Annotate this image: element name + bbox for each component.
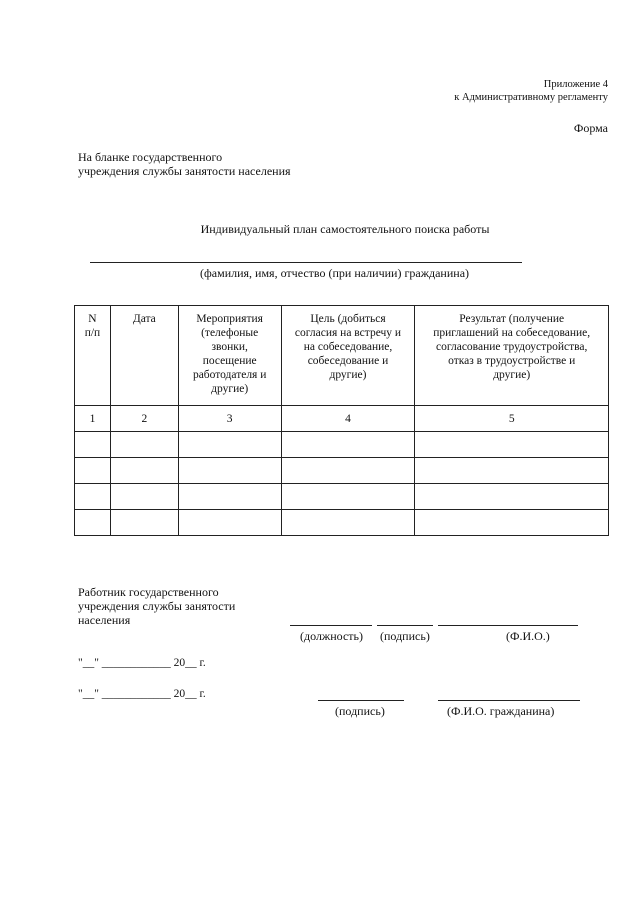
column-number-row <box>75 406 609 432</box>
table-cell[interactable] <box>110 484 178 510</box>
signature-line <box>377 625 433 626</box>
table-cell[interactable] <box>415 484 609 510</box>
citizen-name-caption: (фамилия, имя, отчество (при наличии) гражданина) <box>200 266 470 280</box>
letterhead-note <box>78 150 291 178</box>
header-goal: Цель (добиться согласия на встречу и на собеседование, собеседование и другие) <box>281 306 415 406</box>
worker-line-1: Работник государственного <box>78 585 219 599</box>
table-cell[interactable] <box>75 510 111 536</box>
position-line <box>290 625 372 626</box>
table-cell[interactable] <box>75 432 111 458</box>
date-field-worker: "__" ____________ 20__ г. <box>78 657 206 669</box>
header-date: Дата <box>110 306 178 406</box>
signature-caption: (подпись) <box>380 629 430 643</box>
table-cell[interactable] <box>110 458 178 484</box>
annex-line-2: к Административному регламенту <box>454 92 608 103</box>
fio-line <box>438 625 578 626</box>
position-caption: (должность) <box>300 629 363 643</box>
worker-line-2: учреждения службы занятости <box>78 599 236 613</box>
citizen-signature-caption: (подпись) <box>335 704 385 718</box>
citizen-fio-line <box>438 700 580 701</box>
table-cell[interactable] <box>110 510 178 536</box>
table-cell[interactable] <box>75 458 111 484</box>
table-cell[interactable] <box>415 432 609 458</box>
citizen-signature-line <box>318 700 404 701</box>
letterhead-line-1: На бланке государственного <box>78 150 223 164</box>
table-cell[interactable] <box>178 484 281 510</box>
header-number: N п/п <box>75 306 111 406</box>
citizen-fio-caption: (Ф.И.О. гражданина) <box>447 704 555 718</box>
table-cell[interactable] <box>178 510 281 536</box>
fio-caption: (Ф.И.О.) <box>506 629 550 643</box>
letterhead-line-2: учреждения службы занятости населения <box>78 164 291 178</box>
table-row <box>75 510 609 536</box>
form-label: Форма <box>573 121 608 135</box>
table-row <box>75 458 609 484</box>
table-cell[interactable] <box>281 432 415 458</box>
table-cell[interactable] <box>178 458 281 484</box>
table-row <box>75 432 609 458</box>
worker-line-3: населения <box>78 613 131 627</box>
column-number: 2 <box>110 406 178 432</box>
citizen-name-line <box>90 262 522 263</box>
table-cell[interactable] <box>281 510 415 536</box>
table-cell[interactable] <box>415 458 609 484</box>
column-number: 4 <box>281 406 415 432</box>
annex-line-1: Приложение 4 <box>543 79 608 90</box>
table-cell[interactable] <box>75 484 111 510</box>
header-activities: Мероприятия (телефоные звонки, посещение работодателя и другие) <box>178 306 281 406</box>
worker-label <box>78 585 235 627</box>
plan-table <box>74 305 609 536</box>
table-cell[interactable] <box>281 458 415 484</box>
table-cell[interactable] <box>281 484 415 510</box>
column-number: 3 <box>178 406 281 432</box>
table-cell[interactable] <box>110 432 178 458</box>
table-header-row <box>75 306 609 406</box>
header-result: Результат (получение приглашений на собеседование, согласование трудоустройства, отказ в трудоустройстве и другие) <box>415 306 609 406</box>
date-field-citizen: "__" ____________ 20__ г. <box>78 688 206 700</box>
table-cell[interactable] <box>415 510 609 536</box>
table-row <box>75 484 609 510</box>
table-cell[interactable] <box>178 432 281 458</box>
column-number: 5 <box>415 406 609 432</box>
annex-reference <box>454 78 608 104</box>
column-number: 1 <box>75 406 111 432</box>
document-title: Индивидуальный план самостоятельного поиска работы <box>200 222 490 236</box>
